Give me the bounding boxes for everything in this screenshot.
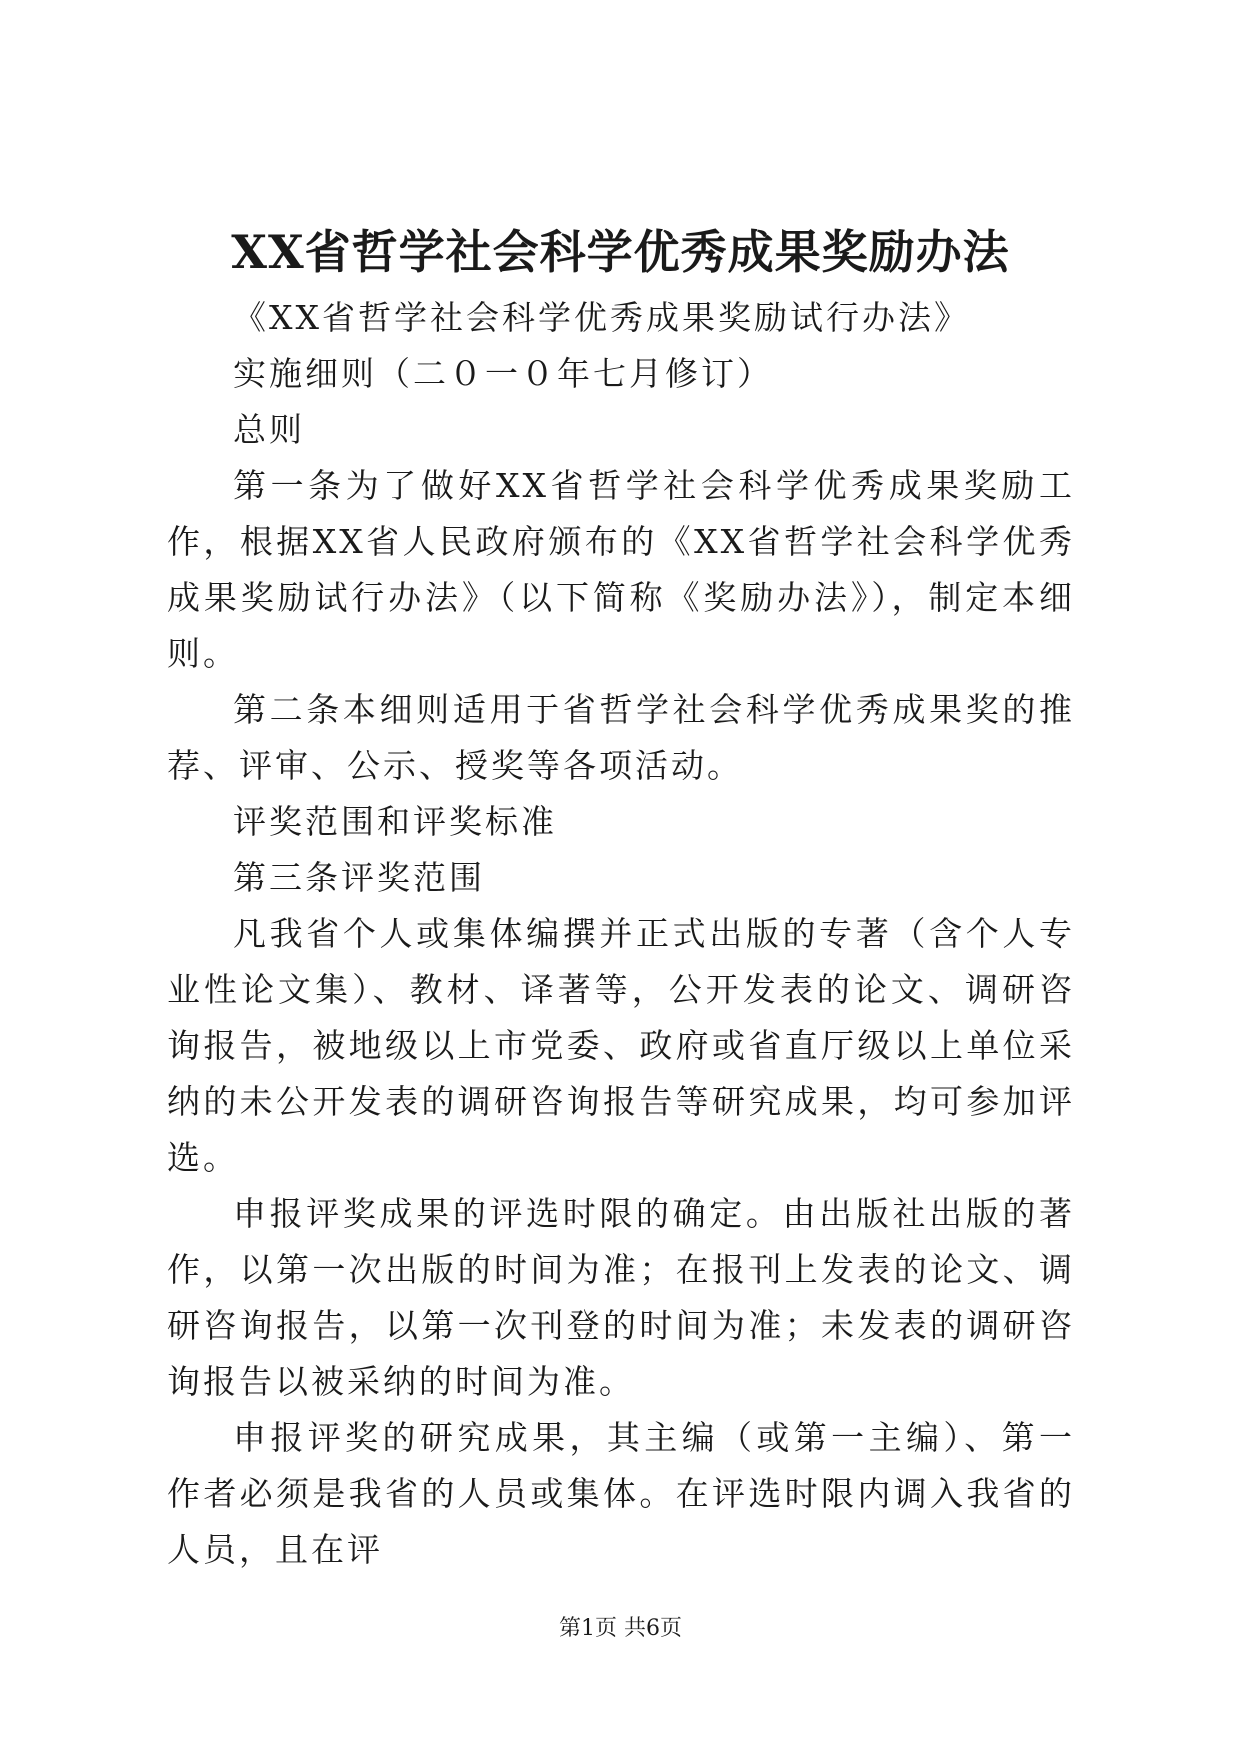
paragraph-time-limit: 申报评奖成果的评选时限的确定。由出版社出版的著作，以第一次出版的时间为准；在报刊上发表的论文、调研咨询报告，以第一次刊登的时间为准；未发表的调研咨询报告以被采纳的时间为准。 xyxy=(167,1194,1075,1401)
paragraph-scope: 凡我省个人或集体编撰并正式出版的专著（含个人专业性论文集）、教材、译著等，公开发表的论文、调研咨询报告，被地级以上市党委、政府或省直厅级以上单位采纳的未公开发表的调研咨询报告等研究成果，均可参加评选。 xyxy=(167,914,1075,1177)
paragraph-article-1: 第一条为了做好XX省哲学社会科学优秀成果奖励工作，根据XX省人民政府颁布的《XX省哲学社会科学优秀成果奖励试行办法》（以下简称《奖励办法》），制定本细则。 xyxy=(167,466,1075,673)
document-title: XX省哲学社会科学优秀成果奖励办法 xyxy=(231,225,1010,279)
paragraph-implementation-rules: 实施细则（二０一０年七月修订） xyxy=(233,354,773,393)
page-number: 第1页 共6页 xyxy=(559,1616,682,1641)
paragraph-subtitle: 《XX省哲学社会科学优秀成果奖励试行办法》 xyxy=(233,298,970,337)
paragraph-article-3: 第三条评奖范围 xyxy=(233,858,485,897)
document-body xyxy=(167,290,1075,1578)
paragraph-applicant: 申报评奖的研究成果，其主编（或第一主编）、第一作者必须是我省的人员或集体。在评选时限内调入我省的人员，且在评 xyxy=(167,1418,1075,1569)
paragraph-article-2: 第二条本细则适用于省哲学社会科学优秀成果奖的推荐、评审、公示、授奖等各项活动。 xyxy=(167,690,1075,785)
paragraph-general-provisions: 总则 xyxy=(233,410,305,449)
paragraph-section-heading: 评奖范围和评奖标准 xyxy=(233,802,557,841)
